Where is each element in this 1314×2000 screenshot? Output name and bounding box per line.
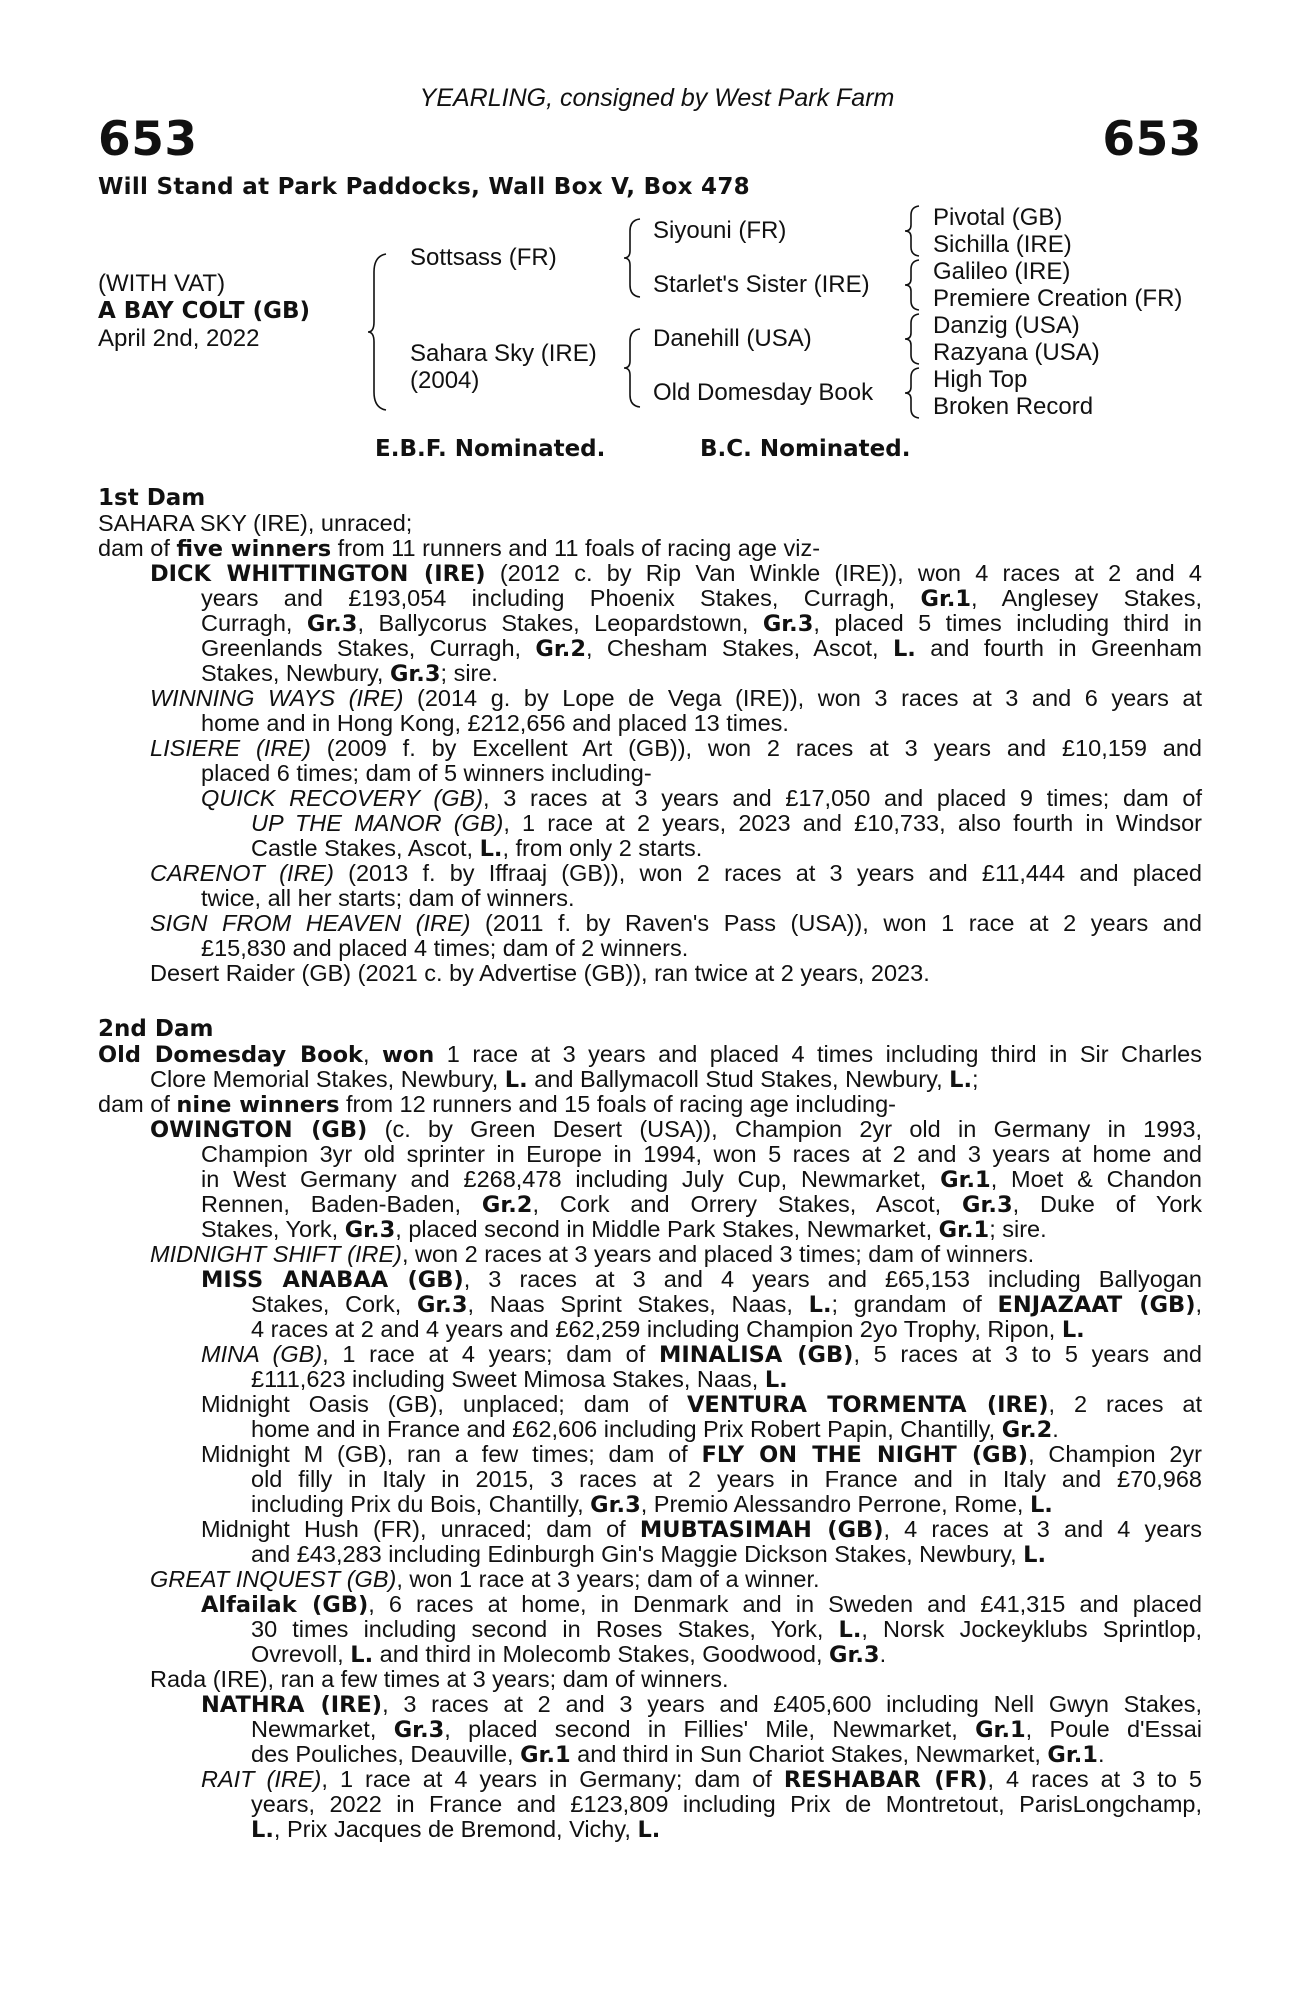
ebf-nominated: E.B.F. Nominated. [375,436,606,462]
produce-line: twice, all her starts; dam of winners. [201,885,575,911]
produce-line: CARENOT (IRE) (2013 f. by Iffraaj (GB)), won 2 races at 3 years and £11,444 and placed [150,860,1203,886]
produce-line: MINA (GB), 1 race at 4 years; dam of MINALISA (GB), 5 races at 3 to 5 years and [201,1341,1202,1368]
produce-line: including Prix du Bois, Chantilly, Gr.3, Premio Alessandro Perrone, Rome, L. [251,1491,1053,1518]
produce-line: RAIT (IRE), 1 race at 4 years in Germany; dam of RESHABAR (FR), 4 races at 3 to 5 [201,1766,1203,1793]
produce-line: Midnight Hush (FR), unraced; dam of MUBTASIMAH (GB), 4 races at 3 and 4 years [201,1516,1202,1543]
sds: Galileo (IRE) [933,258,1071,285]
produce-line: home and in France and £62,606 including Prix Robert Papin, Chantilly, Gr.2. [251,1416,1059,1443]
dam-dam: Old Domesday Book [653,379,874,406]
produce-line: £111,623 including Sweet Mimosa Stakes, Naas, L. [251,1366,788,1393]
produce-line: years and £193,054 including Phoenix Stakes, Curragh, Gr.1, Anglesey Stakes, [201,585,1202,612]
produce-line: Newmarket, Gr.3, placed second in Fillies' Mile, Newmarket, Gr.1, Poule d'Essai [251,1716,1203,1743]
vat-note: (WITH VAT) [98,270,226,297]
dsd: Razyana (USA) [933,339,1100,366]
produce-line: Castle Stakes, Ascot, L., from only 2 starts. [251,835,703,862]
produce-line: NATHRA (IRE), 3 races at 2 and 3 years and £405,600 including Nell Gwyn Stakes, [201,1691,1202,1718]
produce-line: L., Prix Jacques de Bremond, Vichy, L. [251,1816,661,1843]
foaling-date: April 2nd, 2022 [98,325,260,352]
lot-number-left: 653 [98,112,198,167]
produce-line: Champion 3yr old sprinter in Europe in 1994, won 5 races at 2 and 3 years at home and [201,1141,1202,1167]
main-brace [368,252,390,412]
produce-line: Rennen, Baden-Baden, Gr.2, Cork and Orrery Stakes, Ascot, Gr.3, Duke of York [201,1191,1202,1218]
dam-year: (2004) [410,367,480,394]
sire-sire: Siyouni (FR) [653,217,787,244]
dam-brace [624,327,644,409]
second-dam-heading: 2nd Dam [98,1016,214,1042]
produce-line: Desert Raider (GB) (2021 c. by Advertise (GB)), ran twice at 2 years, 2023. [150,960,930,986]
produce-line: placed 6 times; dam of 5 winners including- [201,760,652,786]
produce-line: LISIERE (IRE) (2009 f. by Excellent Art (GB)), won 2 races at 3 years and £10,159 and [150,735,1203,761]
produce-line: des Pouliches, Deauville, Gr.1 and third in Sun Chariot Stakes, Newmarket, Gr.1. [251,1741,1105,1768]
dds: High Top [933,366,1028,393]
grandam-line: Clore Memorial Stakes, Newbury, L. and Ballymacoll Stud Stakes, Newbury, L.; [150,1066,979,1093]
produce-line: £15,830 and placed 4 times; dam of 2 winners. [201,935,689,961]
produce-line: Greenlands Stakes, Curragh, Gr.2, Chesham Stakes, Ascot, L. and fourth in Greenham [201,635,1202,662]
lot-number-right: 653 [1102,112,1202,167]
produce-line: QUICK RECOVERY (GB), 3 races at 3 years and £17,050 and placed 9 times; dam of [201,785,1202,811]
produce-line: DICK WHITTINGTON (IRE) (2012 c. by Rip Van Winkle (IRE)), won 4 races at 2 and 4 [150,560,1203,587]
produce-line: and £43,283 including Edinburgh Gin's Maggie Dickson Stakes, Newbury, L. [251,1541,1047,1568]
produce-line: Curragh, Gr.3, Ballycorus Stakes, Leopardstown, Gr.3, placed 5 times including third in [201,610,1202,637]
produce-line: MIDNIGHT SHIFT (IRE), won 2 races at 3 years and placed 3 times; dam of winners. [150,1241,1035,1267]
produce-line: 30 times including second in Roses Stakes, York, L., Norsk Jockeyklubs Sprintlop, [251,1616,1202,1643]
sdd: Premiere Creation (FR) [933,285,1183,312]
produce-line: WINNING WAYS (IRE) (2014 g. by Lope de Vega (IRE)), won 3 races at 3 and 6 years at [150,685,1203,711]
produce-line: home and in Hong Kong, £212,656 and placed 13 times. [201,710,789,736]
bc-nominated: B.C. Nominated. [700,436,911,462]
produce-line: Midnight M (GB), ran a few times; dam of FLY ON THE NIGHT (GB), Champion 2yr [201,1441,1202,1468]
produce-line: GREAT INQUEST (GB), won 1 race at 3 years; dam of a winner. [150,1566,820,1592]
first-dam-heading: 1st Dam [98,485,206,511]
produce-line: 4 races at 2 and 4 years and £62,259 including Champion 2yo Trophy, Ripon, L. [251,1316,1085,1343]
ssd: Sichilla (IRE) [933,231,1072,258]
dam-sire: Danehill (USA) [653,325,812,352]
dam-line: SAHARA SKY (IRE), unraced; [98,510,413,536]
produce-line: Stakes, York, Gr.3, placed second in Middle Park Stakes, Newmarket, Gr.1; sire. [201,1216,1047,1243]
produce-line: OWINGTON (GB) (c. by Green Desert (USA)), Champion 2yr old in Germany in 1993, [150,1116,1202,1143]
ddd: Broken Record [933,393,1094,420]
produce-line: UP THE MANOR (GB), 1 race at 2 years, 2023 and £10,733, also fourth in Windsor [251,810,1203,836]
produce-line: Rada (IRE), ran a few times at 3 years; dam of winners. [150,1666,729,1692]
sd-brace [905,258,923,312]
ss-brace [905,204,923,258]
ds-brace [905,312,923,366]
dss: Danzig (USA) [933,312,1080,339]
stand-location: Will Stand at Park Paddocks, Wall Box V, Box 478 [98,174,750,200]
sire-dam: Starlet's Sister (IRE) [653,271,870,298]
dam-summary: dam of five winners from 11 runners and 11 foals of racing age viz- [98,535,821,562]
produce-line: Midnight Oasis (GB), unplaced; dam of VENTURA TORMENTA (IRE), 2 races at [201,1391,1203,1418]
produce-line: Stakes, Newbury, Gr.3; sire. [201,660,498,687]
produce-line: MISS ANABAA (GB), 3 races at 3 and 4 years and £65,153 including Ballyogan [201,1266,1202,1293]
produce-line: in West Germany and £268,478 including July Cup, Newmarket, Gr.1, Moet & Chandon [201,1166,1202,1193]
consignor-line: YEARLING, consigned by West Park Farm [419,84,895,112]
sire-brace [624,217,644,299]
grandam-line: Old Domesday Book, won 1 race at 3 years and placed 4 times including third in Sir Charles [98,1041,1203,1068]
produce-line: old filly in Italy in 2015, 3 races at 2 years in France and in Italy and £70,968 [251,1466,1202,1492]
dd-brace [905,366,923,420]
produce-line: Ovrevoll, L. and third in Molecomb Stakes, Goodwood, Gr.3. [251,1641,887,1668]
grandam-summary: dam of nine winners from 12 runners and 15 foals of racing age including- [98,1091,896,1118]
lot-name: A BAY COLT (GB) [98,298,311,324]
dam-name: Sahara Sky (IRE) [410,340,597,367]
produce-line: Alfailak (GB), 6 races at home, in Denmark and in Sweden and £41,315 and placed [201,1591,1203,1618]
produce-line: Stakes, Cork, Gr.3, Naas Sprint Stakes, Naas, L.; grandam of ENJAZAAT (GB), [251,1291,1203,1318]
produce-line: SIGN FROM HEAVEN (IRE) (2011 f. by Raven's Pass (USA)), won 1 race at 2 years and [150,910,1203,936]
sire-name: Sottsass (FR) [410,244,557,271]
sss: Pivotal (GB) [933,204,1063,231]
produce-line: years, 2022 in France and £123,809 including Prix de Montretout, ParisLongchamp, [251,1791,1202,1817]
